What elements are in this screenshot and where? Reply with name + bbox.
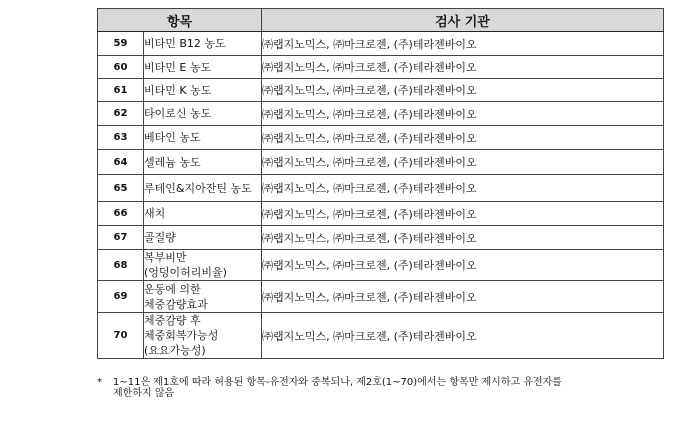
row-item-line: (요요가능성) <box>144 344 206 357</box>
table-body <box>98 32 664 359</box>
row-item-line: 타이로신 농도 <box>144 107 212 120</box>
row-number: 67 <box>98 226 144 250</box>
row-item-line: 새치 <box>144 207 166 220</box>
table-row <box>98 32 664 56</box>
row-item <box>144 202 262 226</box>
row-item <box>144 79 262 102</box>
genetic-test-items-table <box>97 8 664 359</box>
row-item-line: 베타인 농도 <box>144 131 201 144</box>
table-row <box>98 250 664 281</box>
row-number: 62 <box>98 102 144 126</box>
row-item <box>144 32 262 56</box>
row-org: ㈜랩지노믹스, ㈜마크로젠, (주)테라젠바이오 <box>262 202 664 226</box>
row-item <box>144 150 262 175</box>
table-row <box>98 126 664 150</box>
row-item-line: 운동에 의한 <box>144 282 201 296</box>
row-item-line: 셀레늄 농도 <box>144 155 201 169</box>
footnote-line-1: 1~11은 제1호에 따라 허용된 항목-유전자와 중복되나, 제2호(1~70)에서는 항목만 제시하고 유전자를 <box>113 377 562 388</box>
table-row <box>98 226 664 250</box>
row-item <box>144 281 262 313</box>
row-number: 61 <box>98 79 144 102</box>
row-item-line: 체중감량 후 <box>144 314 201 327</box>
row-item <box>144 175 262 202</box>
row-number: 69 <box>98 281 144 313</box>
row-item-line: 비타민 K 농도 <box>144 83 212 97</box>
table-header-row <box>98 9 664 32</box>
row-number: 70 <box>98 313 144 359</box>
row-number: 59 <box>98 32 144 56</box>
row-org: ㈜랩지노믹스, ㈜마크로젠, (주)테라젠바이오 <box>262 226 664 250</box>
row-org: ㈜랩지노믹스, ㈜마크로젠, (주)테라젠바이오 <box>262 79 664 102</box>
row-item <box>144 226 262 250</box>
row-item <box>144 250 262 281</box>
table-row <box>98 202 664 226</box>
footnote-line-2: 제한하지 않음 <box>113 388 175 399</box>
row-number: 64 <box>98 150 144 175</box>
row-number: 66 <box>98 202 144 226</box>
row-item-line: 비타민 B12 농도 <box>144 37 226 50</box>
table-row <box>98 150 664 175</box>
row-org: ㈜랩지노믹스, ㈜마크로젠, (주)테라젠바이오 <box>262 102 664 126</box>
row-item-line: 복부비만 <box>144 251 187 264</box>
footnote-mark: * <box>97 377 102 388</box>
table-row <box>98 313 664 359</box>
row-org: ㈜랩지노믹스, ㈜마크로젠, (주)테라젠바이오 <box>262 150 664 175</box>
row-item-line: 체중감량효과 <box>144 297 208 311</box>
row-number: 65 <box>98 175 144 202</box>
row-item-line: 체중회복가능성 <box>144 329 219 342</box>
row-item <box>144 313 262 359</box>
row-org: ㈜랩지노믹스, ㈜마크로젠, (주)테라젠바이오 <box>262 32 664 56</box>
table-row <box>98 175 664 202</box>
row-item-line: (엉덩이허리비율) <box>144 266 227 279</box>
table-row <box>98 281 664 313</box>
row-number: 60 <box>98 56 144 79</box>
row-org: ㈜랩지노믹스, ㈜마크로젠, (주)테라젠바이오 <box>262 126 664 150</box>
row-org: ㈜랩지노믹스, ㈜마크로젠, (주)테라젠바이오 <box>262 250 664 281</box>
row-item <box>144 56 262 79</box>
row-number: 68 <box>98 250 144 281</box>
row-item <box>144 126 262 150</box>
row-number: 63 <box>98 126 144 150</box>
row-item <box>144 102 262 126</box>
row-org: ㈜랩지노믹스, ㈜마크로젠, (주)테라젠바이오 <box>262 175 664 202</box>
row-item-line: 루테인&지아잔틴 농도 <box>144 181 252 195</box>
table-row <box>98 102 664 126</box>
row-item-line: 골질량 <box>144 231 176 244</box>
header-item: 항목 <box>98 9 262 32</box>
row-org: ㈜랩지노믹스, ㈜마크로젠, (주)테라젠바이오 <box>262 56 664 79</box>
row-org: ㈜랩지노믹스, ㈜마크로젠, (주)테라젠바이오 <box>262 281 664 313</box>
header-org: 검사 기관 <box>262 9 664 32</box>
row-org: ㈜랩지노믹스, ㈜마크로젠, (주)테라젠바이오 <box>262 313 664 359</box>
table-row <box>98 56 664 79</box>
table-row <box>98 79 664 102</box>
row-item-line: 비타민 E 농도 <box>144 60 212 74</box>
